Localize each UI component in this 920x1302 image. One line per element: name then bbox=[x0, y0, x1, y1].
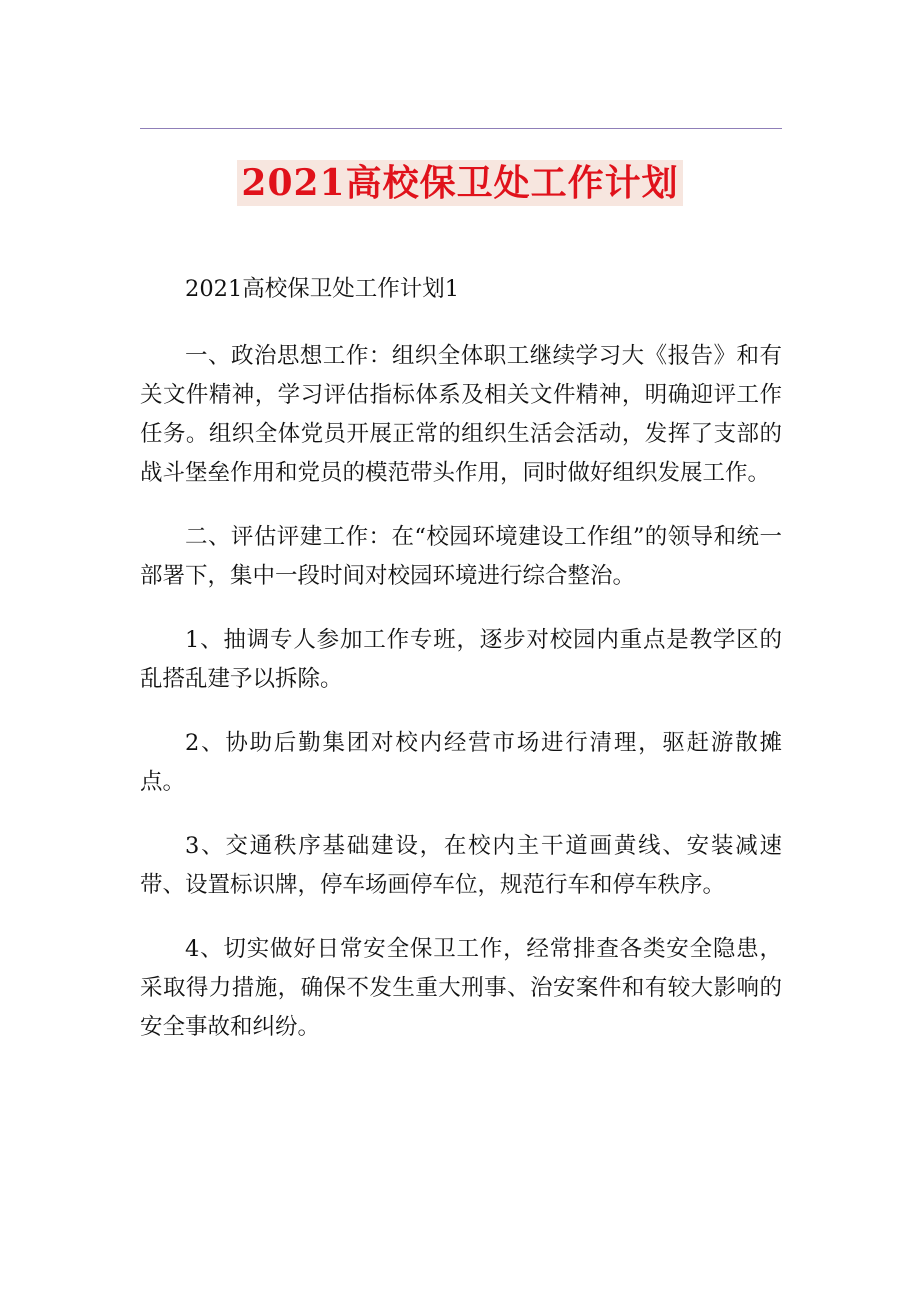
paragraph-political-work: 一、政治思想工作：组织全体职工继续学习大《报告》和有关文件精神，学习评估指标体系及相关文件精神，明确迎评工作任务。组织全体党员开展正常的组织生活会活动，发挥了支部的战斗堡垒作用和党员的模范带头作用，同时做好组织发展工作。 bbox=[140, 343, 782, 486]
document-body bbox=[140, 270, 782, 1072]
section-heading: 2021高校保卫处工作计划1 bbox=[185, 276, 460, 302]
paragraph-item-4: 4、切实做好日常安全保卫工作，经常排查各类安全隐患，采取得力措施，确保不发生重大刑事、治安案件和有较大影响的安全事故和纠纷。 bbox=[140, 936, 782, 1040]
paragraph-evaluation-work: 二、评估评建工作：在“校园环境建设工作组”的领导和统一部署下，集中一段时间对校园环境进行综合整治。 bbox=[140, 524, 782, 589]
paragraph-item-1: 1、抽调专人参加工作专班，逐步对校园内重点是教学区的乱搭乱建予以拆除。 bbox=[140, 627, 782, 692]
paragraph-item-3: 3、交通秩序基础建设，在校内主干道画黄线、安装减速带、设置标识牌，停车场画停车位，规范行车和停车秩序。 bbox=[140, 833, 782, 898]
paragraph-item-2: 2、协助后勤集团对校内经营市场进行清理，驱赶游散摊点。 bbox=[140, 730, 782, 795]
header-divider bbox=[140, 128, 782, 129]
title-container bbox=[0, 160, 920, 206]
document-title: 2021高校保卫处工作计划 bbox=[237, 160, 682, 206]
